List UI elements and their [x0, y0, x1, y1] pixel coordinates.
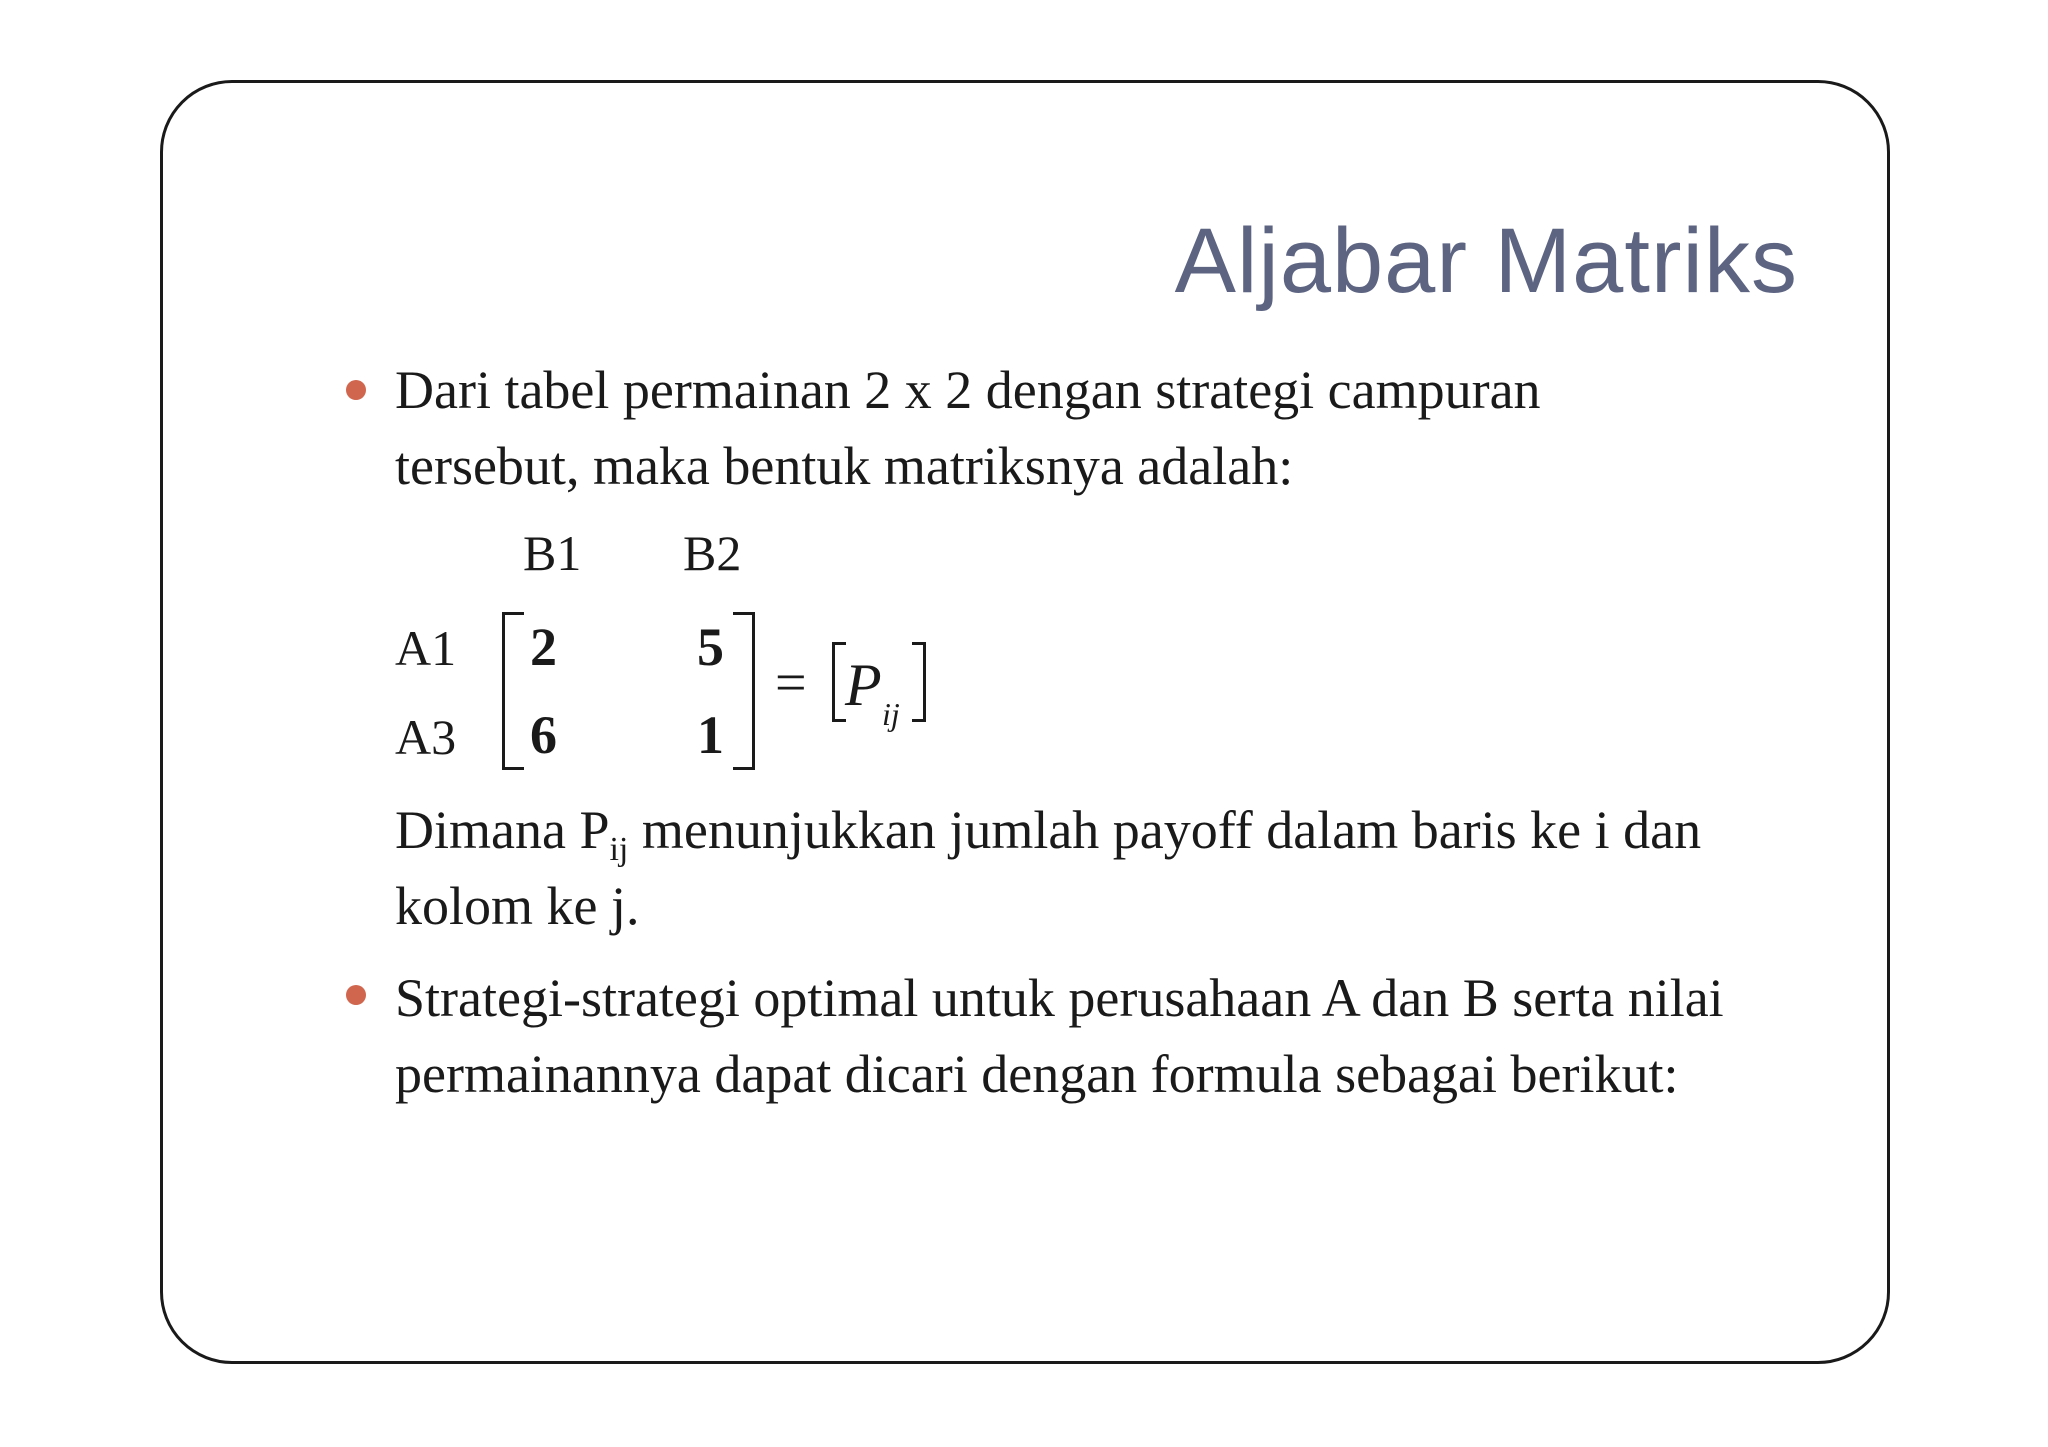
bullet-2-text — [395, 960, 1724, 1112]
bullet-2-line-1: Strategi-strategi optimal untuk perusahaan A dan B serta nilai — [395, 968, 1724, 1028]
matrix-col-header-b1: B1 — [523, 525, 582, 581]
pij-left-bracket — [832, 642, 846, 722]
bullet-icon — [346, 380, 366, 400]
equals-sign: = — [775, 652, 807, 714]
explanation-subscript: ij — [609, 831, 629, 868]
explanation-text — [395, 792, 1701, 944]
explanation-line-2: kolom ke j. — [395, 876, 640, 936]
bullet-1-text — [395, 352, 1541, 504]
matrix-right-bracket — [733, 612, 755, 770]
explanation-suffix: menunjukkan jumlah payoff dalam baris ke i dan — [628, 800, 1702, 860]
matrix-cell: 1 — [697, 705, 724, 765]
bullet-1-line-2: tersebut, maka bentuk matriksnya adalah: — [395, 436, 1294, 496]
bullet-1-line-1: Dari tabel permainan 2 x 2 dengan strategi campuran — [395, 360, 1541, 420]
matrix-left-bracket — [502, 612, 524, 770]
matrix-row-header-a1: A1 — [395, 620, 457, 676]
matrix-row-header-a3: A3 — [395, 709, 457, 765]
matrix-cell: 5 — [697, 617, 724, 677]
matrix-cell: 2 — [530, 617, 557, 677]
pij-right-bracket — [912, 642, 926, 722]
matrix-col-header-b2: B2 — [683, 525, 742, 581]
bullet-2-line-2: permainannya dapat dicari dengan formula sebagai berikut: — [395, 1044, 1679, 1104]
matrix-cell: 6 — [530, 705, 557, 765]
bullet-icon — [346, 985, 366, 1005]
pij-subscript: ij — [882, 696, 900, 732]
slide-title: Aljabar Matriks — [1174, 210, 1798, 312]
pij-symbol: P — [845, 652, 882, 718]
explanation-prefix: Dimana P — [395, 800, 610, 860]
